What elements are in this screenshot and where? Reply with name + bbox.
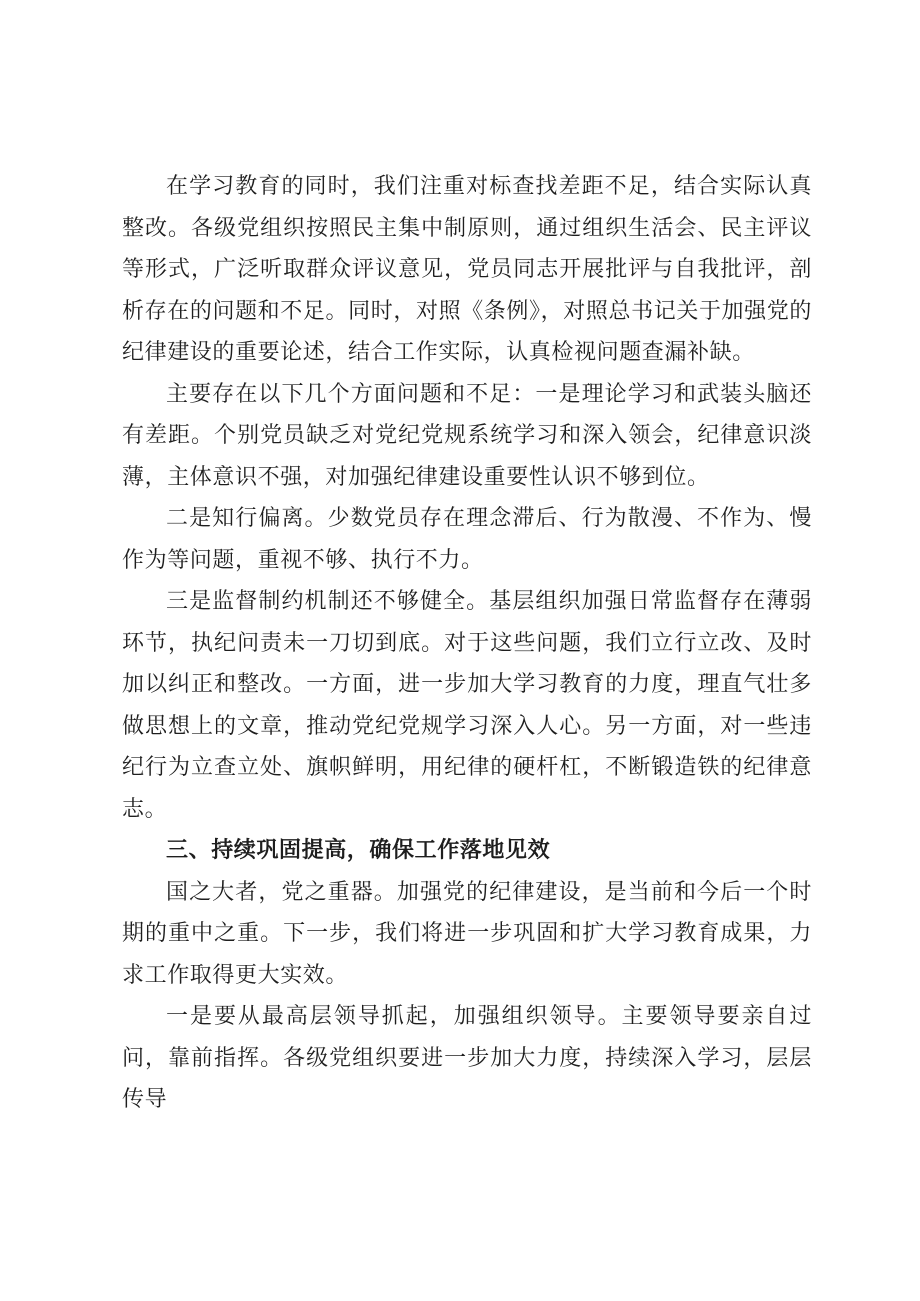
paragraph-supervision-mechanism: 三是监督制约机制还不够健全。基层组织加强日常监督存在薄弱环节，执纪问责未一刀切到底。对于这些问题，我们立行立改、及时加以纠正和整改。一方面，进一步加大学习教育的力度，理直气壮多做思想上的文章，推动党纪党规学习深入人心。另一方面，对一些违纪行为立查立处、旗帜鲜明，用纪律的硬杆杠，不断锻造铁的纪律意志。 (122, 589, 812, 822)
paragraph-knowledge-action-gap: 二是知行偏离。少数党员存在理念滞后、行为散漫、不作为、慢作为等问题，重视不够、执行不力。 (122, 506, 812, 573)
document-body (122, 166, 812, 1121)
paragraph-next-steps: 国之大者，党之重器。加强党的纪律建设，是当前和今后一个时期的重中之重。下一步，我们将进一步巩固和扩大学习教育成果，力求工作取得更大实效。 (122, 879, 812, 988)
paragraph-main-problems: 主要存在以下几个方面问题和不足：一是理论学习和武装头脑还有差距。个别党员缺乏对党纪党规系统学习和深入领会，纪律意识淡薄，主体意识不强，对加强纪律建设重要性认识不够到位。 (122, 381, 812, 490)
paragraph-leadership: 一是要从最高层领导抓起，加强组织领导。主要领导要亲自过问，靠前指挥。各级党组织要进一步加大力度，持续深入学习，层层传导 (122, 1004, 812, 1112)
paragraph-self-review: 在学习教育的同时，我们注重对标查找差距不足，结合实际认真整改。各级党组织按照民主集中制原则，通过组织生活会、民主评议等形式，广泛听取群众评议意见，党员同志开展批评与自我批评，剖析存在的问题和不足。同时，对照《条例》，对照总书记关于加强党的纪律建设的重要论述，结合工作实际，认真检视问题查漏补缺。 (122, 174, 812, 365)
section-heading-3: 三、持续巩固提高，确保工作落地见效 (166, 838, 551, 863)
